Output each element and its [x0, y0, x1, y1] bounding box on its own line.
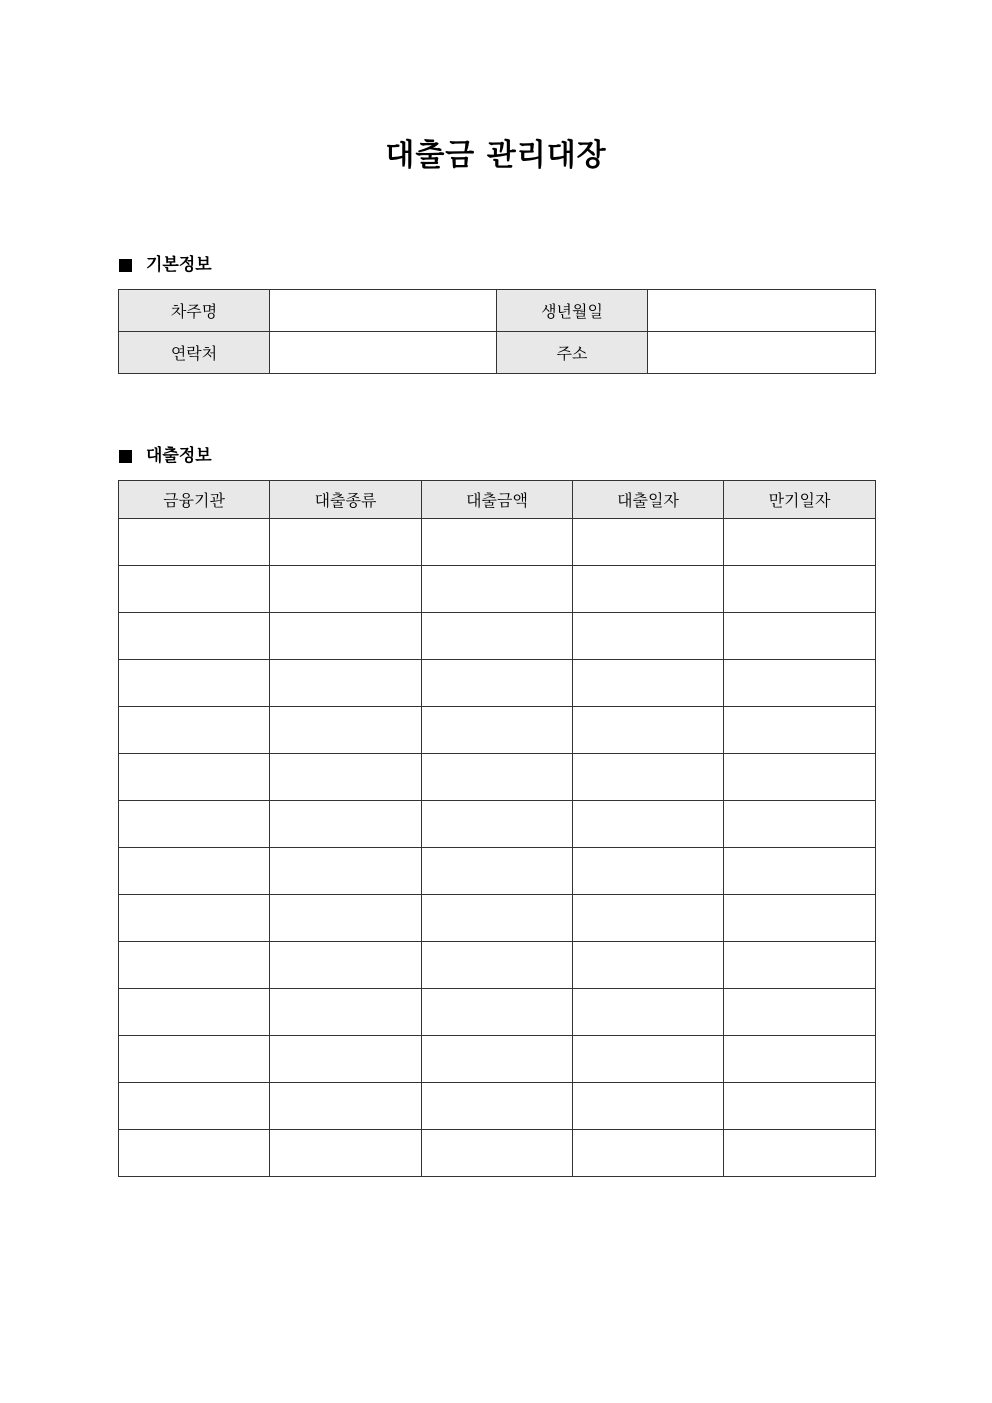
borrower-name-field[interactable] [270, 290, 497, 332]
institution-cell[interactable] [119, 754, 270, 801]
birth-date-label: 생년월일 [497, 290, 648, 332]
institution-cell[interactable] [119, 566, 270, 613]
table-row [119, 566, 876, 613]
loan-info-table [118, 480, 876, 1177]
column-header-institution: 금융기관 [119, 481, 270, 519]
loan-type-cell[interactable] [270, 613, 422, 660]
loan-amount-cell[interactable] [422, 942, 573, 989]
column-header-maturity-date: 만기일자 [724, 481, 876, 519]
table-row [119, 660, 876, 707]
loan-amount-cell[interactable] [422, 613, 573, 660]
loan-amount-cell[interactable] [422, 707, 573, 754]
table-row [119, 942, 876, 989]
loan-date-cell[interactable] [573, 942, 724, 989]
page-title: 대출금 관리대장 [385, 138, 607, 173]
loan-date-cell[interactable] [573, 801, 724, 848]
loan-date-cell[interactable] [573, 613, 724, 660]
maturity-date-cell[interactable] [724, 942, 876, 989]
institution-cell[interactable] [119, 801, 270, 848]
institution-cell[interactable] [119, 519, 270, 566]
institution-cell[interactable] [119, 989, 270, 1036]
loan-date-cell[interactable] [573, 754, 724, 801]
section-heading-loan-info [119, 444, 212, 468]
loan-amount-cell[interactable] [422, 660, 573, 707]
loan-date-cell[interactable] [573, 848, 724, 895]
loan-type-cell[interactable] [270, 895, 422, 942]
maturity-date-cell[interactable] [724, 519, 876, 566]
loan-type-cell[interactable] [270, 848, 422, 895]
loan-date-cell[interactable] [573, 707, 724, 754]
loan-amount-cell[interactable] [422, 989, 573, 1036]
institution-cell[interactable] [119, 707, 270, 754]
column-header-loan-type: 대출종류 [270, 481, 422, 519]
loan-type-cell[interactable] [270, 566, 422, 613]
maturity-date-cell[interactable] [724, 1130, 876, 1177]
table-row [119, 848, 876, 895]
maturity-date-cell[interactable] [724, 754, 876, 801]
section-heading-basic-info [119, 253, 212, 277]
loan-type-cell[interactable] [270, 942, 422, 989]
loan-amount-cell[interactable] [422, 801, 573, 848]
contact-label: 연락처 [119, 332, 270, 374]
table-row [119, 1036, 876, 1083]
address-field[interactable] [648, 332, 876, 374]
institution-cell[interactable] [119, 660, 270, 707]
institution-cell[interactable] [119, 1130, 270, 1177]
loan-date-cell[interactable] [573, 989, 724, 1036]
loan-amount-cell[interactable] [422, 895, 573, 942]
table-row [119, 754, 876, 801]
institution-cell[interactable] [119, 1036, 270, 1083]
maturity-date-cell[interactable] [724, 848, 876, 895]
loan-date-cell[interactable] [573, 660, 724, 707]
loan-amount-cell[interactable] [422, 848, 573, 895]
basic-info-table [118, 289, 876, 374]
loan-amount-cell[interactable] [422, 754, 573, 801]
loan-type-cell[interactable] [270, 660, 422, 707]
loan-type-cell[interactable] [270, 1130, 422, 1177]
section-heading-label: 기본정보 [146, 255, 212, 275]
contact-field[interactable] [270, 332, 497, 374]
table-row [119, 1130, 876, 1177]
table-row [119, 519, 876, 566]
table-row [119, 613, 876, 660]
maturity-date-cell[interactable] [724, 566, 876, 613]
table-row [119, 332, 876, 374]
loan-date-cell[interactable] [573, 1036, 724, 1083]
maturity-date-cell[interactable] [724, 801, 876, 848]
loan-date-cell[interactable] [573, 519, 724, 566]
loan-amount-cell[interactable] [422, 1036, 573, 1083]
institution-cell[interactable] [119, 895, 270, 942]
institution-cell[interactable] [119, 1083, 270, 1130]
borrower-name-label: 차주명 [119, 290, 270, 332]
birth-date-field[interactable] [648, 290, 876, 332]
table-row [119, 895, 876, 942]
maturity-date-cell[interactable] [724, 707, 876, 754]
loan-type-cell[interactable] [270, 801, 422, 848]
column-header-loan-amount: 대출금액 [422, 481, 573, 519]
loan-date-cell[interactable] [573, 566, 724, 613]
maturity-date-cell[interactable] [724, 1036, 876, 1083]
loan-date-cell[interactable] [573, 895, 724, 942]
loan-rows [119, 519, 876, 1177]
institution-cell[interactable] [119, 613, 270, 660]
loan-type-cell[interactable] [270, 989, 422, 1036]
loan-date-cell[interactable] [573, 1083, 724, 1130]
address-label: 주소 [497, 332, 648, 374]
square-bullet-icon [119, 259, 132, 272]
maturity-date-cell[interactable] [724, 613, 876, 660]
loan-type-cell[interactable] [270, 1083, 422, 1130]
loan-type-cell[interactable] [270, 1036, 422, 1083]
loan-amount-cell[interactable] [422, 566, 573, 613]
maturity-date-cell[interactable] [724, 1083, 876, 1130]
column-header-loan-date: 대출일자 [573, 481, 724, 519]
loan-type-cell[interactable] [270, 754, 422, 801]
section-heading-label: 대출정보 [146, 446, 212, 466]
loan-type-cell[interactable] [270, 707, 422, 754]
square-bullet-icon [119, 450, 132, 463]
institution-cell[interactable] [119, 942, 270, 989]
institution-cell[interactable] [119, 848, 270, 895]
table-header-row [119, 481, 876, 519]
maturity-date-cell[interactable] [724, 895, 876, 942]
table-row [119, 290, 876, 332]
loan-date-cell[interactable] [573, 1130, 724, 1177]
table-row [119, 707, 876, 754]
maturity-date-cell[interactable] [724, 660, 876, 707]
maturity-date-cell[interactable] [724, 989, 876, 1036]
table-row [119, 1083, 876, 1130]
loan-amount-cell[interactable] [422, 1130, 573, 1177]
loan-amount-cell[interactable] [422, 1083, 573, 1130]
table-row [119, 801, 876, 848]
loan-amount-cell[interactable] [422, 519, 573, 566]
loan-type-cell[interactable] [270, 519, 422, 566]
table-row [119, 989, 876, 1036]
